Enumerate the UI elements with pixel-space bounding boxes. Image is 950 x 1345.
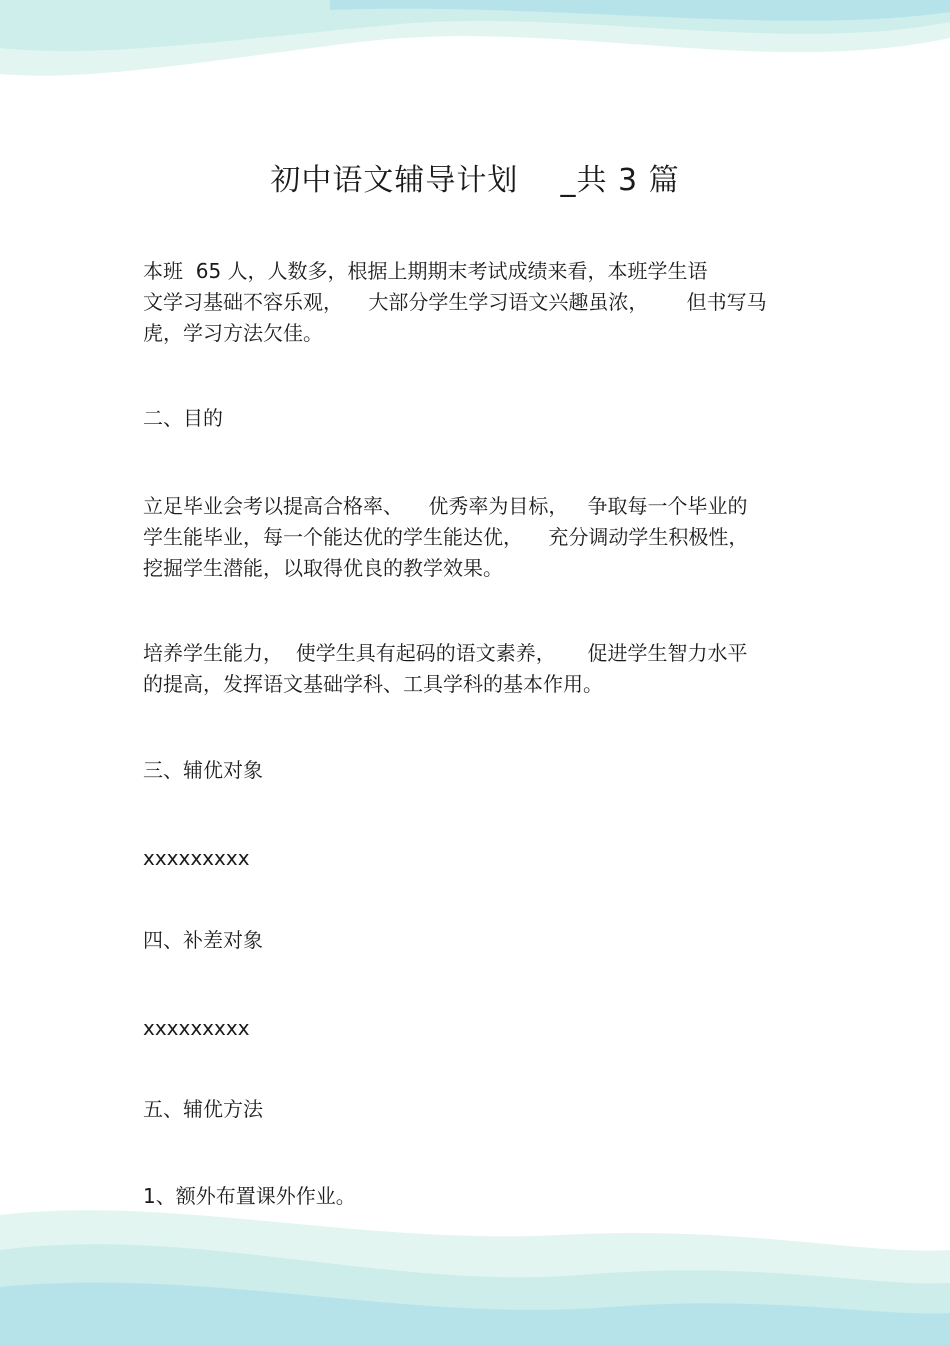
purpose-line: 学生能毕业，每一个能达优的学生能达优， 充分调动学生积极性，: [143, 525, 749, 549]
purpose-line: 挖掘学生潜能，以取得优良的教学效果。: [143, 556, 503, 580]
section-2-heading: [143, 403, 808, 434]
section-4-content: [143, 1013, 808, 1044]
section-5-heading: [143, 1094, 808, 1125]
intro-paragraph: [143, 256, 808, 349]
section-3-content: [143, 843, 808, 874]
heading-text: 三、辅优对象: [143, 758, 263, 782]
list-item-text: 1、额外布置课外作业。: [143, 1184, 356, 1208]
document-title: 初中语文辅导计划 _共 3 篇: [270, 163, 680, 198]
intro-line: 文学习基础不容乐观， 大部分学生学习语文兴趣虽浓， 但书写马: [143, 290, 767, 314]
ability-paragraph: [143, 638, 808, 700]
purpose-paragraph: [143, 491, 808, 584]
intro-line: 本班 65 人，人数多，根据上期期末考试成绩来看，本班学生语: [143, 259, 708, 283]
heading-text: 四、补差对象: [143, 928, 263, 952]
top-wave-decoration: [0, 0, 950, 95]
bottom-wave-decoration: [0, 1195, 950, 1345]
heading-text: 五、辅优方法: [143, 1097, 263, 1121]
method-1-item: [143, 1181, 808, 1212]
intro-line: 虎，学习方法欠佳。: [143, 321, 323, 345]
purpose-line: 立足毕业会考以提高合格率、 优秀率为目标， 争取每一个毕业的: [143, 494, 748, 518]
section-3-heading: [143, 755, 808, 786]
ability-line: 培养学生能力， 使学生具有起码的语文素养， 促进学生智力水平: [143, 641, 748, 665]
heading-text: 二、目的: [143, 406, 223, 430]
placeholder-text: xxxxxxxxx: [143, 1016, 250, 1040]
ability-line: 的提高，发挥语文基础学科、工具学科的基本作用。: [143, 672, 603, 696]
placeholder-text: xxxxxxxxx: [143, 846, 250, 870]
section-4-heading: [143, 925, 808, 956]
